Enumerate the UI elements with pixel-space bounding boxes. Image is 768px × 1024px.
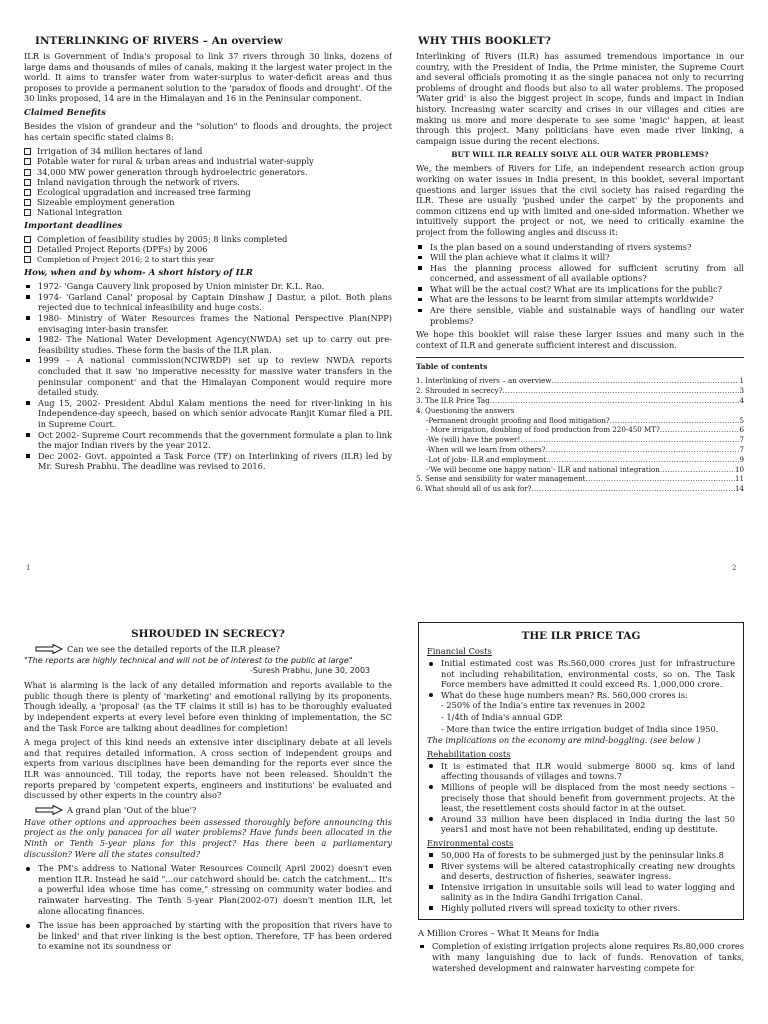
- list-item: 1974- 'Garland Canal' proposal by Captain Dinshaw J Dastur, a pilot. Both plans rejected due to technical infeasibility and huge costs.: [24, 292, 392, 313]
- toc-entry-page: 5: [739, 415, 744, 425]
- toc-leader: [520, 435, 739, 445]
- toc-leader: [660, 465, 735, 475]
- history-heading: How, when and by whom- A short history of ILR: [24, 268, 253, 279]
- checkbox-icon: [24, 158, 31, 165]
- booklet-body: We, the members of Rivers for Life, an independent research action group working on water issues in India present, in this booklet, several important questions and larger issues that the civil society has raised regarding the ILR. These are usually 'pushed under the carpet' by the proponents and common citizens end up with limited and one-sided information. Whether we intuitively support the project or not, we need to critically examine the project from the following angles and discuss it:: [416, 163, 744, 237]
- list-item: Irrigation of 34 million hectares of land: [24, 146, 392, 156]
- options-questions: Have other options and approaches been assessed thoroughly before announcing this project as the only panacea for all water problems? Have funds been allocated in the Ninth or Tenth 5-year plans for this project? Has there been a parliamentary discussion? Were all the states consulted?: [24, 816, 392, 859]
- list-item: Inland navigation through the network of rivers.: [24, 177, 392, 187]
- list-item: 1972- 'Ganga Cauvery link proposed by Union minister Dr. K.L. Rao.: [24, 281, 392, 292]
- toc-divider: [416, 357, 744, 358]
- claims-list: [24, 146, 392, 217]
- checkbox-icon: [24, 236, 31, 243]
- list-item: Has the planning process allowed for sufficient scrutiny from all concerned, and assessment of all available options?: [416, 263, 744, 284]
- toc-entry-title: -Permanent drought proofing and flood mitigation?: [426, 415, 610, 425]
- toc-entry-page: 7: [739, 435, 744, 445]
- cost-comparison: - 250% of the India's entire tax revenues in 2002: [441, 700, 646, 711]
- cost-comparison: - More than twice the entire irrigation budget of India since 1950.: [441, 723, 719, 734]
- bullet-icon: [418, 309, 422, 313]
- question-line: [24, 805, 392, 815]
- secrecy-para-1: What is alarming is the lack of any detailed information and reports available to the public though there is plenty of 'marketing' and emotional rallying by its proponents. Though ideally, a 'proposal' (as the TF claims it still is) has to be thoroughly evaluated by independent experts at every level before even thinking of implementation, the SC and the Task Force are talking about deadlines for completion!: [24, 680, 392, 733]
- booklet-closing: We hope this booklet will raise these larger issues and many such in the context of ILR and generate sufficient interest and discussion.: [416, 329, 744, 350]
- toc-entry-page: 1: [739, 376, 744, 386]
- toc-entry-page: 10: [734, 464, 744, 474]
- bullet-icon: [26, 433, 30, 437]
- list-item: What will be the actual cost? What are its implications for the public?: [416, 284, 744, 295]
- checkbox-icon: [24, 199, 31, 206]
- page-3-title: SHROUDED IN SECRECY?: [131, 628, 285, 640]
- toc-leader: [531, 484, 734, 494]
- bullet-icon: [429, 693, 433, 697]
- toc-entry: [416, 396, 744, 406]
- checkbox-icon: [24, 148, 31, 155]
- bullet-icon: [429, 785, 433, 789]
- checkbox-icon: [24, 246, 31, 253]
- caps-question: BUT WILL ILR REALLY SOLVE ALL OUR WATER PROBLEMS?: [451, 150, 709, 160]
- list-item: The issue has been approached by starting with the proposition that rivers have to be linked' and that river linking is the best option. Therefore, TF has been ordered to examine not its soundness or: [24, 920, 392, 952]
- claimed-benefits-intro: Besides the vision of grandeur and the "solution" to floods and droughts, the project has certain specific stated claims 8:: [24, 120, 392, 142]
- toc-entry: [416, 406, 744, 416]
- list-item: The PM's address to National Water Resources Council( April 2002) doesn't even mention ILR. Instead he said "...our catchword should be: catch the catchment... It's a powerful idea whose time has come," stressing on community water bodies and rainwater harvesting. The Tenth 5-year Plan(2002-07) doesn't mention ILR, let alone allocating finances.: [24, 863, 392, 916]
- list-item: Are there sensible, viable and sustainable ways of handling our water problems?: [416, 305, 744, 326]
- toc-entry: [416, 465, 744, 475]
- toc-entry-title: -We (will) have the power!: [426, 435, 521, 445]
- question-text: Can we see the detailed reports of the ILR please?: [67, 644, 280, 654]
- toc-leader: [490, 396, 740, 406]
- toc-entry-page: 11: [734, 474, 744, 484]
- history-list: [24, 281, 392, 472]
- list-item: Intensive irrigation in unsuitable soils will lead to water logging and salinity as in the Indira Gandhi Irrigation Canal.: [427, 882, 735, 903]
- page-2-title: WHY THIS BOOKLET?: [418, 35, 551, 47]
- page-1: [24, 30, 392, 575]
- toc-leader: [610, 416, 740, 426]
- question-line: [24, 644, 392, 654]
- rehab-costs-heading: Rehabilitation costs: [427, 748, 511, 759]
- million-list: [418, 941, 744, 973]
- overview-intro: ILR is Government of India's proposal to link 37 rivers through 30 links, dozens of large dams and thousands of miles of canals, making it the largest water project in the world. It aims to transfer water from water-surplus to water-deficit areas and thus proposes to provide a permanent solution to the 'paradox of floods and drought'. Of the 30 links proposed, 14 are in the Himalayan and 16 in the Peninsular component.: [24, 51, 392, 104]
- toc-leader: [545, 445, 739, 455]
- rehab-list: [427, 761, 735, 835]
- list-item: Completion of Project 2016; 2 to start this year: [24, 254, 392, 265]
- financial-list: [427, 658, 735, 700]
- secrecy-para-2: A mega project of this kind needs an extensive inter disciplinary debate at all levels and that requires detailed information. A cross section of independent groups and experts from various disciplines have been demanding for the reports ever since the ILR was announced. Till today, the reports have not been released. Shouldn't the reports prepared by 'competent experts, engineers and institutions' be evaluated and discussed by other experts in the country also?: [24, 737, 392, 801]
- bullet-icon: [429, 764, 433, 768]
- toc-leader: [660, 425, 740, 435]
- checkbox-icon: [24, 256, 31, 263]
- checkbox-icon: [24, 169, 31, 176]
- bullet-icon: [418, 256, 422, 260]
- toc-entry-page: 4: [739, 396, 744, 406]
- toc-leader: [551, 376, 739, 386]
- bullet-icon: [26, 924, 30, 928]
- toc-entry: [416, 474, 744, 484]
- toc-entry-title: -When will we learn from others?: [426, 445, 546, 455]
- toc-entry-page: 14: [734, 484, 744, 494]
- toc-entry-title: 6. What should all of us ask for?: [416, 484, 532, 494]
- list-item: 1982- The National Water Development Agency(NWDA) set up to carry out pre-feasibility studies. These form the basis of the ILR plan.: [24, 334, 392, 355]
- toc-entry-title: 1. Interlinking of rivers – an overview: [416, 376, 552, 386]
- list-item: Completion of feasibility studies by 2005; 8 links completed: [24, 234, 392, 244]
- list-item: What are the lessons to be learnt from similar attempts worldwide?: [416, 294, 744, 305]
- list-item: Ecological upgradation and increased tree farming: [24, 187, 392, 197]
- list-item: Completion of existing irrigation projects alone requires Rs.80,000 crores with many languishing due to lack of funds. Renovation of tanks, watershed development and rainwater harvesting compete for: [418, 941, 744, 973]
- environmental-costs-heading: Environmental costs: [427, 837, 514, 848]
- toc-entry-page: 6: [739, 425, 744, 435]
- price-tag-box: [418, 622, 744, 920]
- checkbox-icon: [24, 189, 31, 196]
- toc-entry: [416, 425, 744, 435]
- toc-entry-title: -Lot of jobs- ILR and employment: [426, 454, 546, 464]
- list-item: Dec 2002- Govt. appointed a Task Force (TF) on Interlinking of rivers (ILR) led by Mr. Suresh Prabhu. The deadline was revised to 2016.: [24, 451, 392, 472]
- implications-note: The implications on the economy are mind-boggling. (see below ): [427, 735, 701, 746]
- list-item: It is estimated that ILR would submerge 8000 sq. kms of land affecting thousands of villages and towns.7: [427, 761, 735, 782]
- quote-citation: -Suresh Prabhu, June 30, 2003: [250, 666, 370, 676]
- toc-leader: [546, 455, 739, 465]
- bullet-icon: [26, 316, 30, 320]
- bullet-icon: [429, 853, 433, 857]
- list-item: Sizeable employment generation: [24, 197, 392, 207]
- bullet-icon: [418, 287, 422, 291]
- list-item: Detailed Project Reports (DPFs) by 2006: [24, 244, 392, 254]
- list-item: Highly polluted rivers will spread toxicity to other rivers.: [427, 903, 735, 914]
- toc-entry-title: 5. Sense and sensibility for water management: [416, 474, 586, 484]
- deadlines-list: [24, 234, 392, 266]
- secrecy-bullets: [24, 863, 392, 952]
- bullet-icon: [429, 864, 433, 868]
- list-item: What do these huge numbers mean? Rs. 560,000 crores is:: [427, 690, 735, 701]
- questions-list: [416, 242, 744, 327]
- page-4: [418, 622, 744, 1024]
- page-number-2: 2: [732, 564, 737, 572]
- financial-costs-heading: Financial Costs: [427, 646, 492, 656]
- page-2: [416, 30, 744, 575]
- list-item: 1999 – A national commission(NCIWRDP) set up to review NWDA reports concluded that it saw 'no imperative necessity for massive water transfers in the peninsular component' and that the Himalayan Component would require more detailed study.: [24, 355, 392, 397]
- arrow-right-icon: [35, 644, 63, 654]
- list-item: Oct 2002- Supreme Court recommends that the government formulate a plan to link the major Indian rivers by the year 2012.: [24, 430, 392, 451]
- bullet-icon: [26, 867, 30, 871]
- bullet-icon: [26, 285, 30, 289]
- toc-entry-page: 3: [739, 386, 744, 396]
- bullet-icon: [429, 885, 433, 889]
- toc-entry-title: 2. Shrouded in secrecy?: [416, 386, 503, 396]
- bullet-icon: [26, 401, 30, 405]
- bullet-icon: [418, 266, 422, 270]
- bullet-icon: [429, 662, 433, 666]
- booklet-intro: Interlinking of Rivers (ILR) has assumed tremendous importance in our country, with the President of India, the Prime minister, the Supreme Court and several officials promoting it as the single panacea not only to recurring problems of drought and floods but also to all water problems. The proposed 'Water grid' is also the biggest project in scope, funds and impact in Indian history. Increasing water scarcity and crises in our villages and cities are making us more and more desperate to see some 'magic' happen, at least through this project. Many politicians have even made river linking, a campaign issue during the recent elections.: [416, 51, 744, 146]
- page-1-title: INTERLINKING OF RIVERS – An overview: [35, 35, 283, 47]
- env-list: [427, 850, 735, 914]
- page-3: [24, 622, 392, 1024]
- toc-entry: [416, 386, 744, 396]
- page-number-1: 1: [26, 564, 31, 572]
- toc-entry-page: 7: [739, 445, 744, 455]
- bullet-icon: [418, 298, 422, 302]
- toc-entry: [416, 376, 744, 386]
- list-item: National integration: [24, 207, 392, 217]
- list-item: Aug 15, 2002- President Abdul Kalam mentions the need for river-linking in his Independence-day speech, based on which senior advocate Ranjit Kumar filed a PIL in Supreme Court.: [24, 398, 392, 430]
- toc-entry-title: -'We will become one happy nation'- ILR and national integration: [426, 464, 660, 474]
- bullet-icon: [26, 338, 30, 342]
- checkbox-icon: [24, 179, 31, 186]
- list-item: River systems will be altered catastrophically creating new droughts and deserts, destruction of fisheries, seawater ingress.: [427, 861, 735, 882]
- toc-entry: [416, 416, 744, 426]
- prabhu-quote: "The reports are highly technical and will not be of interest to the public at large": [24, 656, 353, 665]
- list-item: 1980- Ministry of Water Resources frames the National Perspective Plan(NPP) envisaging inter-basin transfer.: [24, 313, 392, 334]
- toc-leader: [503, 386, 740, 396]
- bullet-icon: [26, 454, 30, 458]
- list-item: 50,000 Ha of forests to be submerged just by the peninsular links.8: [427, 850, 735, 861]
- bullet-icon: [26, 359, 30, 363]
- list-item: Millions of people will be displaced from the most needy sections – precisely those that should benefit from government projects. At the least, the resettlement costs should factor in at the outset.: [427, 782, 735, 814]
- cost-comparison: - 1/4th of India's annual GDP.: [441, 711, 563, 722]
- toc-entry-page: 9: [739, 454, 744, 464]
- list-item: Initial estimated cost was Rs.560,000 crores just for infrastructure not including rehabilitation, environmental costs, so on. The Task Force members have admitted it could exceed Rs. 1,000,000 crore.: [427, 658, 735, 690]
- toc-entry-title: 3. The ILR Price Tag: [416, 396, 490, 406]
- toc-entry-title: - More irrigation, doubling of food production from 220-450 MT?: [426, 425, 660, 435]
- bullet-icon: [420, 945, 424, 949]
- toc-leader: [586, 474, 735, 484]
- million-crores-heading: A Million Crores – What It Means for India: [418, 928, 600, 939]
- list-item: Will the plan achieve what it claims it will?: [416, 252, 744, 263]
- question-text: A grand plan 'Out of the blue'?: [67, 804, 197, 815]
- bullet-icon: [26, 295, 30, 299]
- toc-entry-title: 4. Questioning the answers: [416, 405, 515, 415]
- table-of-contents: [416, 376, 744, 494]
- arrow-right-icon: [35, 805, 63, 815]
- page-4-title: THE ILR PRICE TAG: [521, 630, 641, 642]
- toc-entry: [416, 435, 744, 445]
- list-item: Potable water for rural & urban areas and industrial water-supply: [24, 156, 392, 166]
- toc-entry: [416, 455, 744, 465]
- checkbox-icon: [24, 209, 31, 216]
- toc-entry: [416, 484, 744, 494]
- deadlines-heading: Important deadlines: [24, 220, 123, 231]
- claimed-benefits-heading: Claimed Benefits: [24, 107, 107, 118]
- bullet-icon: [429, 817, 433, 821]
- list-item: Is the plan based on a sound understanding of rivers systems?: [416, 242, 744, 253]
- toc-title: Table of contents: [416, 362, 488, 372]
- list-item: 34,000 MW power generation through hydroelectric generators.: [24, 167, 392, 177]
- bullet-icon: [429, 906, 433, 910]
- list-item: Around 33 million have been displaced in India during the last 50 years1 and most have not been rehabilitated, ending up destitute.: [427, 814, 735, 835]
- bullet-icon: [418, 245, 422, 249]
- toc-entry: [416, 445, 744, 455]
